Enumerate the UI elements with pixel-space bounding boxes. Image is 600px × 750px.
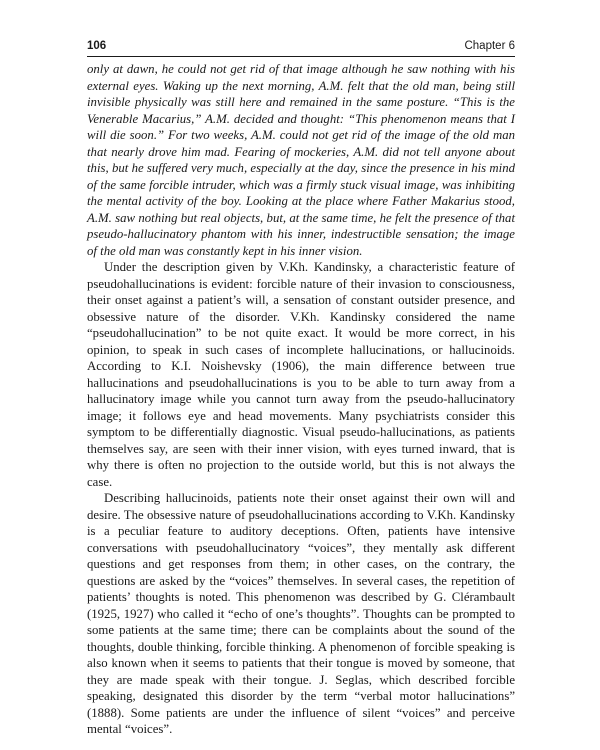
book-page xyxy=(87,40,515,738)
page-number: 106 xyxy=(87,40,107,52)
body-text xyxy=(87,61,515,738)
quoted-case-paragraph: only at dawn, he could not get rid of that image although he saw nothing with his external eyes. Waking up the next morning, A.M. felt that the old man, being still invisible physically was still here and remained in the same posture. “This is the Venerable Macarius,” A.M. decided and thought: “This phenomenon means that I will die soon.” For two weeks, A.M. could not get rid of the image of the old man that nearly drove him mad. Fearing of mockeries, A.M. did not tell anyone about this, but he suffered very much, especially at the day, since the presence in his mind of the same forcible intruder, which was a firmly stuck visual image, was inhibiting the mental activity of the boy. Looking at the place where Father Makarius stood, A.M. saw nothing but real objects, but, at the same time, he felt the presence of that pseudo-hallucinatory phantom with his inner, indestructible sensation; the image of the old man was constantly kept in his inner vision. xyxy=(87,62,515,258)
running-head xyxy=(87,40,515,57)
chapter-label: Chapter 6 xyxy=(464,40,515,52)
hallucinoids-paragraph: Describing hallucinoids, patients note their onset against their own will and desire. The obsessive nature of pseudohallucinations according to V.Kh. Kandinsky is a peculiar feature to auditory deceptions. Often, patients have intensive conversations with pseudohallucinatory “voices”, they mentally ask different questions and get responses from them; in other cases, on the contrary, the questions are asked by the “voices” themselves. In several cases, the repetition of patients’ thoughts is noted. This phenomenon was described by G. Clérambault (1925, 1927) who called it “echo of one’s thoughts”. Thoughts can be prompted to some patients at the same time; there can be complaints about the sound of the thoughts, double thinking, forcible thinking. A phenomenon of forcible speaking is also known when it seems to patients that their tongue is moved by someone, that they are made speak with their tongue. J. Seglas, which described forcible speaking, designated this disorder by the term “verbal motor hallucinations” (1888). Some patients are under the influence of silent “voices” and perceive mental “voices”. xyxy=(87,491,515,736)
kandinsky-description-paragraph: Under the description given by V.Kh. Kandinsky, a characteristic feature of pseudohallucinations is evident: forcible nature of their invasion to consciousness, their onset against a patient’s will, a sensation of constant outsider presence, and obsessive nature of the disorder. V.Kh. Kandinsky considered the name “pseudohallucination” to be not quite exact. It would be more correct, in his opinion, to speak in such cases of incomplete hallucinations, or hallucinoids. According to K.I. Noishevsky (1906), the main difference between true hallucinations and pseudohallucinations is you to be able to turn away from a hallucinatory image while you cannot turn away from the pseudo-hallucinatory image; it follows eye and head movements. Many psychiatrists consider this symptom to be differentially diagnostic. Visual pseudo-hallucinations, as patients themselves say, are seen with their inner vision, with eyes turned inward, that is why there is often no projection to the outside world, but this is not always the case. xyxy=(87,260,515,489)
